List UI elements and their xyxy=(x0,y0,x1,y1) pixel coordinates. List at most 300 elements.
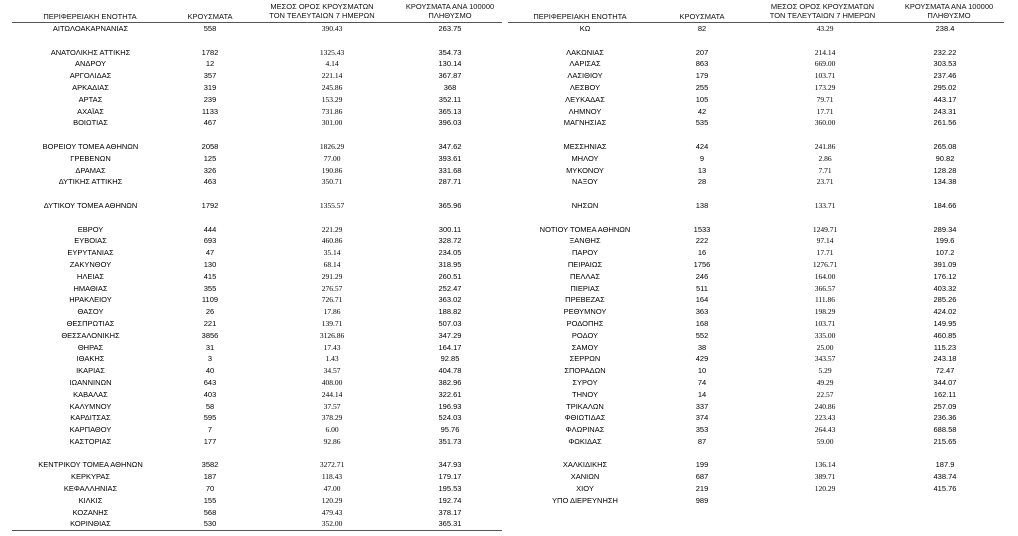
avg7-value: 389.71 xyxy=(814,472,836,482)
cases-value: 31 xyxy=(205,342,215,352)
cases-value xyxy=(180,212,240,224)
cases-value: 1133 xyxy=(201,106,219,116)
avg7-value: 378.29 xyxy=(321,413,343,423)
region-name: ΘΕΣΠΡΩΤΙΑΣ xyxy=(66,318,115,328)
per100k-value: 322.61 xyxy=(438,389,462,399)
per100k-value: 164.17 xyxy=(438,342,462,352)
per100k-value xyxy=(905,35,985,47)
region-name: ΑΙΤΩΛΟΑΚΑΡΝΑΝΙΑΣ xyxy=(52,24,129,33)
region-name xyxy=(515,35,655,47)
region-name xyxy=(18,35,163,47)
header-per100k-line1: ΚΡΟΥΣΜΑΤΑ ΑΝΑ 100000 xyxy=(405,2,495,11)
avg7-value: 214.14 xyxy=(814,47,836,57)
per100k-value: 507.03 xyxy=(438,318,462,328)
region-name: ΛΕΥΚΑΔΑΣ xyxy=(565,94,605,104)
left-cases-column xyxy=(180,23,240,530)
avg7-value: 264.43 xyxy=(814,425,836,435)
avg7-value: 47.00 xyxy=(323,484,341,494)
cases-value: 10 xyxy=(697,366,707,376)
right-per100k-column xyxy=(905,23,985,507)
avg7-value: 164.00 xyxy=(814,271,836,281)
avg7-value: 103.71 xyxy=(814,71,836,81)
region-name: ΚΑΡΔΙΤΣΑΣ xyxy=(70,413,111,423)
avg7-value xyxy=(785,35,865,47)
header-cases-left: ΚΡΟΥΣΜΑΤΑ xyxy=(187,12,233,21)
avg7-value: 17.43 xyxy=(323,342,341,352)
region-name: ΔΡΑΜΑΣ xyxy=(75,165,106,175)
cases-value: 187 xyxy=(203,472,217,482)
per100k-value: 188.82 xyxy=(438,307,462,317)
cases-value: 568 xyxy=(203,507,217,517)
cases-value xyxy=(672,212,732,224)
left-avg7-column xyxy=(292,23,372,530)
per100k-value: 128.28 xyxy=(933,165,957,175)
cases-value xyxy=(180,129,240,141)
cases-value: 199 xyxy=(695,460,709,470)
per100k-value: 130.14 xyxy=(438,59,462,69)
cases-value: 357 xyxy=(203,71,217,81)
region-name: ΧΙΟΥ xyxy=(576,484,594,494)
cases-value: 353 xyxy=(695,425,709,435)
avg7-value: 79.71 xyxy=(816,94,834,104)
cases-value: 12 xyxy=(205,59,215,69)
avg7-value: 2.86 xyxy=(818,153,832,163)
region-name xyxy=(18,448,163,460)
cases-value: 70 xyxy=(205,484,215,494)
per100k-value: 179.17 xyxy=(438,472,462,482)
region-name: ΑΡΚΑΔΙΑΣ xyxy=(72,82,109,92)
avg7-value: 173.29 xyxy=(814,82,836,92)
region-name: ΑΝΑΤΟΛΙΚΗΣ ΑΤΤΙΚΗΣ xyxy=(50,47,131,57)
avg7-value: 59.00 xyxy=(816,436,834,446)
per100k-value xyxy=(410,448,490,460)
region-name: ΓΡΕΒΕΝΩΝ xyxy=(70,153,111,163)
region-name: ΠΕΙΡΑΙΩΣ xyxy=(567,259,603,269)
avg7-value: 335.00 xyxy=(814,330,836,340)
avg7-value xyxy=(292,129,372,141)
avg7-value: 120.29 xyxy=(814,484,836,494)
cases-value: 168 xyxy=(695,318,709,328)
header-per100k-line2: ΠΛΗΘΥΣΜΟ xyxy=(428,11,472,20)
per100k-value: 176.12 xyxy=(933,271,957,281)
per100k-value xyxy=(410,129,490,141)
region-name: ΡΟΔΟΥ xyxy=(571,330,599,340)
region-name xyxy=(515,188,655,200)
cases-value: 1782 xyxy=(201,47,219,57)
region-name: ΚΑΒΑΛΑΣ xyxy=(73,389,108,399)
avg7-value: 1355.57 xyxy=(319,200,345,210)
cases-value: 13 xyxy=(697,165,707,175)
per100k-value: 328.72 xyxy=(438,236,462,246)
region-name: ΥΠΟ ΔΙΕΡΕΥΝΗΣΗ xyxy=(552,495,618,505)
avg7-value: 221.14 xyxy=(321,71,343,81)
region-name: ΧΑΝΙΩΝ xyxy=(570,472,600,482)
region-name: ΝΑΞΟΥ xyxy=(572,177,598,187)
region-name: ΤΗΝΟΥ xyxy=(571,389,598,399)
cases-value xyxy=(180,35,240,47)
cases-value: 14 xyxy=(697,389,707,399)
cases-value xyxy=(180,188,240,200)
cases-value: 125 xyxy=(203,153,217,163)
region-name: ΠΕΛΛΑΣ xyxy=(569,271,601,281)
cases-value: 138 xyxy=(695,200,709,210)
avg7-value: 726.71 xyxy=(321,295,343,305)
cases-value: 177 xyxy=(203,436,217,446)
cases-value: 7 xyxy=(207,425,213,435)
cases-value: 863 xyxy=(695,59,709,69)
header-avg7-line1: ΜΕΣΟΣ ΟΡΟΣ ΚΡΟΥΣΜΑΤΩΝ xyxy=(270,2,374,11)
cases-value: 207 xyxy=(695,47,709,57)
per100k-value: 347.62 xyxy=(438,141,462,151)
per100k-value: 303.53 xyxy=(933,59,957,69)
cases-value: 363 xyxy=(695,307,709,317)
region-name: ΘΑΣΟΥ xyxy=(77,307,104,317)
region-name: ΡΟΔΟΠΗΣ xyxy=(566,318,604,328)
avg7-value xyxy=(785,495,865,507)
cases-value: 595 xyxy=(203,413,217,423)
per100k-value xyxy=(410,188,490,200)
region-name xyxy=(515,448,655,460)
avg7-value: 22.57 xyxy=(816,389,834,399)
avg7-value: 1276.71 xyxy=(812,259,838,269)
avg7-value: 1249.71 xyxy=(812,224,838,234)
cases-value: 530 xyxy=(203,519,217,529)
per100k-value: 365.13 xyxy=(438,106,462,116)
region-name: ΜΑΓΝΗΣΙΑΣ xyxy=(563,118,607,128)
region-name: ΦΩΚΙΔΑΣ xyxy=(568,436,602,446)
per100k-value: 287.71 xyxy=(438,177,462,187)
avg7-value: 4.14 xyxy=(325,59,339,69)
region-name xyxy=(515,129,655,141)
avg7-value: 221.29 xyxy=(321,224,343,234)
cases-value: 3 xyxy=(207,354,213,364)
region-name: ΖΑΚΥΝΘΟΥ xyxy=(69,259,112,269)
per100k-value: 295.02 xyxy=(933,82,957,92)
avg7-value: 198.29 xyxy=(814,307,836,317)
cases-value: 355 xyxy=(203,283,217,293)
avg7-value: 34.57 xyxy=(323,366,341,376)
cases-value: 239 xyxy=(203,94,217,104)
per100k-value: 261.56 xyxy=(933,118,957,128)
header-avg7-right xyxy=(760,2,885,20)
region-name: ΔΥΤΙΚΟΥ ΤΟΜΕΑ ΑΘΗΝΩΝ xyxy=(43,200,138,210)
avg7-value: 103.71 xyxy=(814,318,836,328)
per100k-value: 238.4 xyxy=(935,24,955,33)
cases-value: 38 xyxy=(697,342,707,352)
header-per100k-left xyxy=(395,2,505,20)
per100k-value xyxy=(905,448,985,460)
avg7-value: 49.29 xyxy=(816,377,834,387)
cases-value: 58 xyxy=(205,401,215,411)
cases-value: 693 xyxy=(203,236,217,246)
avg7-value: 68.14 xyxy=(323,259,341,269)
region-name xyxy=(515,212,655,224)
per100k-value: 688.58 xyxy=(933,425,957,435)
avg7-value: 111.86 xyxy=(814,295,836,305)
avg7-value: 479.43 xyxy=(321,507,343,517)
region-name: ΗΛΕΙΑΣ xyxy=(76,271,105,281)
region-name: ΗΡΑΚΛΕΙΟΥ xyxy=(69,295,112,305)
cases-value: 255 xyxy=(695,82,709,92)
region-name: ΜΕΣΣΗΝΙΑΣ xyxy=(563,141,607,151)
cases-value: 337 xyxy=(695,401,709,411)
region-name: ΞΑΝΘΗΣ xyxy=(569,236,601,246)
region-name xyxy=(18,188,163,200)
per100k-value: 243.18 xyxy=(933,354,957,364)
region-name xyxy=(18,129,163,141)
per100k-value: 260.51 xyxy=(438,271,462,281)
avg7-value: 291.29 xyxy=(321,271,343,281)
per100k-value: 265.08 xyxy=(933,141,957,151)
region-name: ΚΑΣΤΟΡΙΑΣ xyxy=(69,436,112,446)
cases-value xyxy=(672,448,732,460)
cases-value: 687 xyxy=(695,472,709,482)
avg7-value: 460.86 xyxy=(321,236,343,246)
per100k-value xyxy=(410,35,490,47)
per100k-value: 524.03 xyxy=(438,413,462,423)
region-name: ΚΩ xyxy=(579,24,591,33)
per100k-value: 424.02 xyxy=(933,307,957,317)
cases-value: 47 xyxy=(205,248,215,258)
per100k-value: 236.36 xyxy=(933,413,957,423)
cases-value: 558 xyxy=(203,24,217,33)
cases-value xyxy=(672,35,732,47)
per100k-value: 460.85 xyxy=(933,330,957,340)
region-name: ΛΗΜΝΟΥ xyxy=(568,106,602,116)
header-per100k-right xyxy=(893,2,1005,20)
avg7-value: 3272.71 xyxy=(319,460,345,470)
cases-value: 222 xyxy=(695,236,709,246)
cases-value: 82 xyxy=(697,24,707,33)
cases-value: 40 xyxy=(205,366,215,376)
per100k-value xyxy=(905,212,985,224)
region-name: ΣΠΟΡΑΔΩΝ xyxy=(564,366,606,376)
cases-value: 130 xyxy=(203,259,217,269)
region-name: ΦΛΩΡΙΝΑΣ xyxy=(565,425,605,435)
avg7-value: 97.14 xyxy=(816,236,834,246)
avg7-value: 1.43 xyxy=(325,354,339,364)
region-name: ΣΕΡΡΩΝ xyxy=(569,354,601,364)
region-name: ΔΥΤΙΚΗΣ ΑΤΤΙΚΗΣ xyxy=(58,177,123,187)
header-per100k-line2: ΠΛΗΘΥΣΜΟ xyxy=(927,11,971,20)
region-name: ΣΥΡΟΥ xyxy=(572,377,598,387)
per100k-value: 199.6 xyxy=(935,236,955,246)
cases-value: 105 xyxy=(695,94,709,104)
cases-value: 3582 xyxy=(201,460,219,470)
per100k-value: 263.75 xyxy=(438,24,462,33)
cases-value: 2058 xyxy=(201,141,219,151)
per100k-value: 344.07 xyxy=(933,377,957,387)
avg7-value xyxy=(785,188,865,200)
region-name: ΛΑΡΙΣΑΣ xyxy=(569,59,601,69)
region-name: ΗΜΑΘΙΑΣ xyxy=(73,283,108,293)
avg7-value: 118.43 xyxy=(321,472,343,482)
region-name: ΕΥΡΥΤΑΝΙΑΣ xyxy=(67,248,114,258)
header-region-right: ΠΕΡΙΦΕΡΕΙΑΚΗ ΕΝΟΤΗΤΑ xyxy=(533,12,627,21)
region-name: ΝΟΤΙΟΥ ΤΟΜΕΑ ΑΘΗΝΩΝ xyxy=(539,224,631,234)
per100k-value: 215.65 xyxy=(933,436,957,446)
avg7-value: 366.57 xyxy=(814,283,836,293)
cases-value xyxy=(672,129,732,141)
avg7-value xyxy=(292,188,372,200)
header-avg7-line2: ΤΟΝ ΤΕΛΕΥΤΑΙΩΝ 7 ΗΜΕΡΩΝ xyxy=(769,11,876,20)
cases-value: 1109 xyxy=(201,295,219,305)
avg7-value: 6.00 xyxy=(325,425,339,435)
avg7-value xyxy=(785,448,865,460)
cases-value: 179 xyxy=(695,71,709,81)
avg7-value: 1325.43 xyxy=(319,47,345,57)
cases-value: 9 xyxy=(699,153,705,163)
per100k-value xyxy=(410,212,490,224)
per100k-value: 252.47 xyxy=(438,283,462,293)
region-name: ΚΑΛΥΜΝΟΥ xyxy=(69,401,112,411)
cases-value: 221 xyxy=(203,318,217,328)
left-region-column xyxy=(18,23,163,530)
per100k-value: 192.74 xyxy=(438,495,462,505)
cases-value: 219 xyxy=(695,484,709,494)
per100k-value: 354.73 xyxy=(438,47,462,57)
per100k-value xyxy=(905,495,985,507)
region-name: ΒΟΙΩΤΙΑΣ xyxy=(73,118,108,128)
avg7-value: 1826.29 xyxy=(319,141,345,151)
region-name: ΚΙΛΚΙΣ xyxy=(78,495,103,505)
per100k-value: 92.85 xyxy=(440,354,460,364)
per100k-value: 396.03 xyxy=(438,118,462,128)
region-name: ΛΑΣΙΘΙΟΥ xyxy=(567,71,603,81)
per100k-value: 331.68 xyxy=(438,165,462,175)
cases-value: 16 xyxy=(697,248,707,258)
avg7-value xyxy=(785,212,865,224)
avg7-value: 43.29 xyxy=(816,24,834,33)
avg7-value: 244.14 xyxy=(321,389,343,399)
per100k-value: 347.93 xyxy=(438,460,462,470)
per100k-value: 352.11 xyxy=(438,94,462,104)
region-name: ΚΕΡΚΥΡΑΣ xyxy=(70,472,111,482)
per100k-value xyxy=(905,188,985,200)
avg7-value: 7.71 xyxy=(818,165,832,175)
per100k-value: 134.38 xyxy=(933,177,957,187)
cases-value: 1533 xyxy=(693,224,711,234)
per100k-value: 404.78 xyxy=(438,366,462,376)
per100k-value: 187.9 xyxy=(935,460,955,470)
avg7-value: 17.71 xyxy=(816,106,834,116)
region-name: ΠΑΡΟΥ xyxy=(571,248,598,258)
region-name: ΡΕΘΥΜΝΟΥ xyxy=(563,307,607,317)
per100k-value: 232.22 xyxy=(933,47,957,57)
avg7-value: 133.71 xyxy=(814,200,836,210)
avg7-value: 408.00 xyxy=(321,377,343,387)
per100k-value: 393.61 xyxy=(438,153,462,163)
per100k-value: 257.09 xyxy=(933,401,957,411)
header-avg7-left xyxy=(262,2,382,20)
header-cases-right: ΚΡΟΥΣΜΑΤΑ xyxy=(679,12,725,21)
per100k-value: 285.26 xyxy=(933,295,957,305)
region-name: ΛΑΚΩΝΙΑΣ xyxy=(566,47,604,57)
cases-value: 246 xyxy=(695,271,709,281)
avg7-value: 350.71 xyxy=(321,177,343,187)
region-name: ΚΑΡΠΑΘΟΥ xyxy=(69,425,112,435)
right-cases-column xyxy=(672,23,732,507)
avg7-value xyxy=(292,448,372,460)
avg7-value: 23.71 xyxy=(816,177,834,187)
cases-value: 989 xyxy=(695,495,709,505)
region-name: ΤΡΙΚΑΛΩΝ xyxy=(566,401,604,411)
region-name: ΣΑΜΟΥ xyxy=(571,342,599,352)
cases-value: 444 xyxy=(203,224,217,234)
per100k-value: 382.96 xyxy=(438,377,462,387)
cases-value xyxy=(672,188,732,200)
avg7-value: 390.43 xyxy=(321,24,343,33)
avg7-value: 17.71 xyxy=(816,248,834,258)
cases-value: 535 xyxy=(695,118,709,128)
avg7-value: 3126.86 xyxy=(319,330,345,340)
per100k-value: 300.11 xyxy=(438,224,462,234)
cases-value: 643 xyxy=(203,377,217,387)
avg7-value: 120.29 xyxy=(321,495,343,505)
cases-value: 164 xyxy=(695,295,709,305)
per100k-value: 184.66 xyxy=(933,200,957,210)
avg7-value: 669.00 xyxy=(814,59,836,69)
region-name: ΝΗΣΩΝ xyxy=(571,200,599,210)
header-per100k-line1: ΚΡΟΥΣΜΑΤΑ ΑΝΑ 100000 xyxy=(904,2,994,11)
per100k-value: 195.53 xyxy=(438,484,462,494)
cases-value: 463 xyxy=(203,177,217,187)
region-name: ΚΕΝΤΡΙΚΟΥ ΤΟΜΕΑ ΑΘΗΝΩΝ xyxy=(38,460,143,470)
avg7-value: 731.86 xyxy=(321,106,343,116)
cases-value xyxy=(180,448,240,460)
avg7-value: 343.57 xyxy=(814,354,836,364)
per100k-value: 351.73 xyxy=(438,436,462,446)
per100k-value: 234.05 xyxy=(438,248,462,258)
avg7-value xyxy=(292,212,372,224)
region-name: ΚΕΦΑΛΛΗΝΙΑΣ xyxy=(63,484,118,494)
header-region-left: ΠΕΡΙΦΕΡΕΙΑΚΗ ΕΝΟΤΗΤΑ xyxy=(43,12,137,21)
region-name: ΙΚΑΡΙΑΣ xyxy=(76,366,105,376)
cases-value: 552 xyxy=(695,330,709,340)
per100k-value: 162.11 xyxy=(933,389,957,399)
per100k-value: 391.09 xyxy=(933,259,957,269)
region-name: ΙΘΑΚΗΣ xyxy=(76,354,105,364)
avg7-value: 25.00 xyxy=(816,342,834,352)
cases-value: 1792 xyxy=(201,200,219,210)
per100k-value: 318.95 xyxy=(438,259,462,269)
per100k-value: 237.46 xyxy=(933,71,957,81)
region-name: ΠΙΕΡΙΑΣ xyxy=(570,283,600,293)
region-name: ΜΗΛΟΥ xyxy=(571,153,599,163)
per100k-value: 443.17 xyxy=(933,94,957,104)
per100k-value: 378.17 xyxy=(438,507,462,517)
per100k-value: 363.02 xyxy=(438,295,462,305)
region-name: ΙΩΑΝΝΙΝΩΝ xyxy=(69,377,112,387)
per100k-value xyxy=(905,129,985,141)
cases-value: 28 xyxy=(697,177,707,187)
region-name: ΧΑΛΚΙΔΙΚΗΣ xyxy=(562,460,608,470)
avg7-value: 276.57 xyxy=(321,283,343,293)
header-avg7-line2: ΤΟΝ ΤΕΛΕΥΤΑΙΩΝ 7 ΗΜΕΡΩΝ xyxy=(269,11,375,20)
cases-value: 326 xyxy=(203,165,217,175)
cases-value: 429 xyxy=(695,354,709,364)
avg7-value: 360.00 xyxy=(814,118,836,128)
cases-value: 155 xyxy=(203,495,217,505)
avg7-value: 190.86 xyxy=(321,165,343,175)
right-region-column xyxy=(515,23,655,507)
per100k-value: 196.93 xyxy=(438,401,462,411)
cases-value: 74 xyxy=(697,377,707,387)
avg7-value: 223.43 xyxy=(814,413,836,423)
per100k-value: 289.34 xyxy=(933,224,957,234)
avg7-value: 352.00 xyxy=(321,519,343,529)
region-name: ΜΥΚΟΝΟΥ xyxy=(566,165,604,175)
